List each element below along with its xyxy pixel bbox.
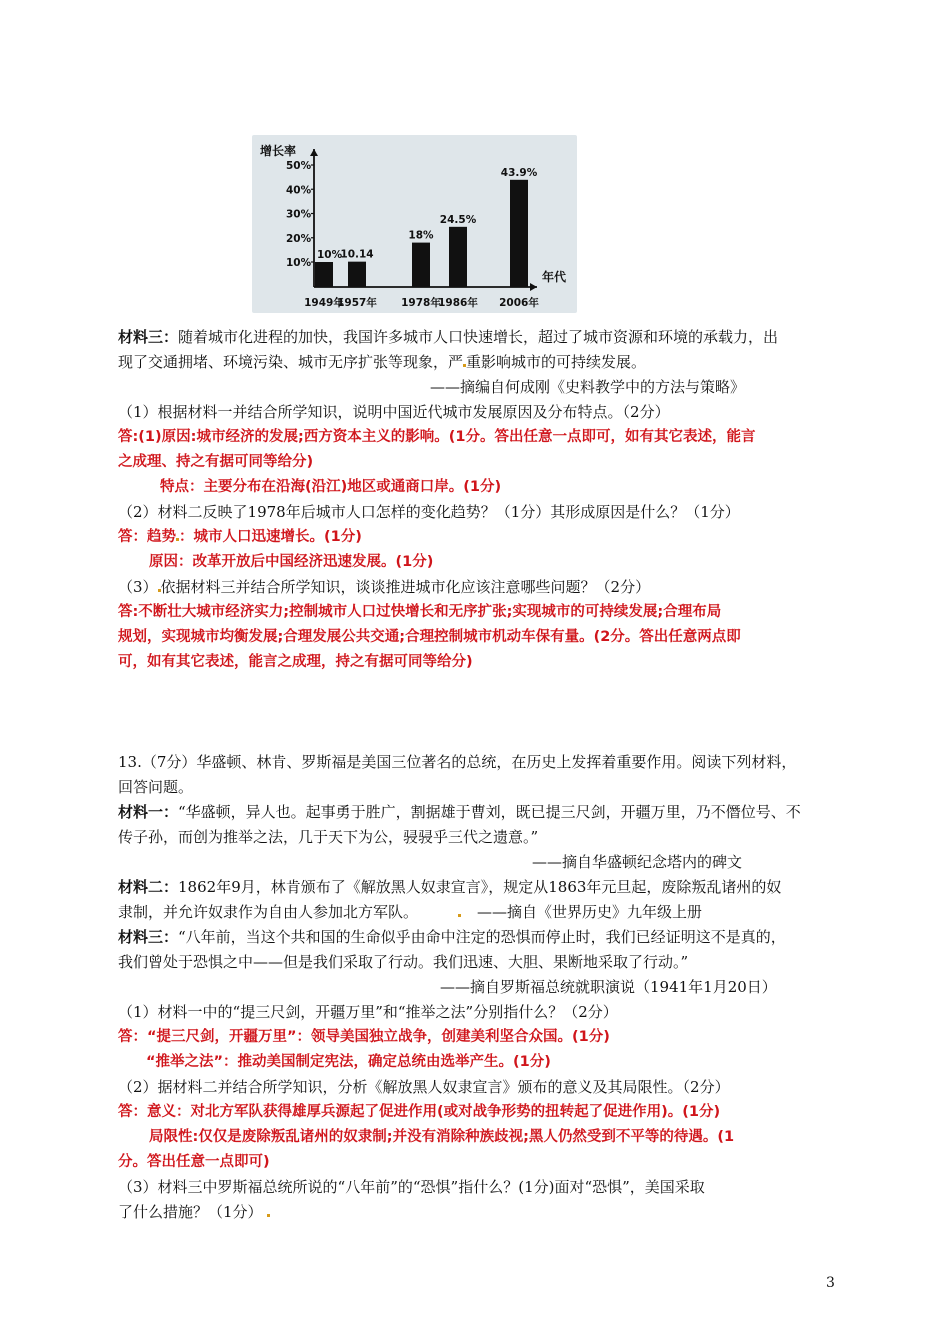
- question-3: [118, 577, 650, 597]
- material-3b-text: “八年前，当这个共和国的生命似乎由命中注定的恐惧而停止时，我们已经证明这不是真的，: [178, 928, 786, 946]
- question-3-number: （3）: [118, 578, 158, 596]
- bar-value-label: 43.9%: [500, 166, 538, 179]
- answer-1-line-2: 之成理、持之有据可同等给分): [118, 454, 314, 470]
- chart-canvas: [252, 135, 577, 313]
- material-1-line-1: [118, 802, 801, 822]
- answer-1-line-1: 答:(1)原因:城市经济的发展;西方资本主义的影响。(1分。答出任意一点即可，如有其它表述，能言: [118, 429, 756, 445]
- x-tick-label: 2006年: [499, 297, 539, 309]
- material-1-text: “华盛顿，异人也。起事勇于胜广，割据雄于曹刘，既已提三尺剑，开疆万里，乃不僭位号、不: [178, 803, 801, 821]
- x-tick-label: 1949年: [304, 297, 344, 309]
- material-3-line-1: [118, 327, 778, 347]
- part-2-answer-2: 局限性:仅仅是废除叛乱诸州的奴隶制;并没有消除种族歧视;黑人仍然受到不平等的待遇。(1: [149, 1129, 735, 1145]
- stray-dot-mark: [267, 1214, 270, 1217]
- answer-3-line-3: 可，如有其它表述，能言之成理，持之有据可同等给分): [118, 654, 473, 670]
- stray-dot-mark: [458, 914, 461, 917]
- part-2-answer-1: 答：意义：对北方军队获得雄厚兵源起了促进作用(或对战争形势的扭转起了促进作用)。(1分): [118, 1104, 721, 1120]
- part-2-question: （2）据材料二并结合所学知识，分析《解放黑人奴隶宣言》颁布的意义及其局限性。（2分）: [118, 1078, 730, 1096]
- x-tick-label: 1978年: [401, 297, 441, 309]
- y-tick-label: 20%: [286, 232, 312, 245]
- part-3-question-2: [118, 1202, 270, 1222]
- x-axis-arrow: [530, 283, 537, 291]
- question-2: （2）材料二反映了1978年后城市人口怎样的变化趋势？（1分）其形成原因是什么？（1分）: [118, 503, 740, 521]
- answer-2-line-1: [118, 527, 362, 547]
- bar-1949年: [315, 262, 333, 287]
- question-13-intro-2: 回答问题。: [118, 778, 194, 796]
- material-3-text: 随着城市化进程的加快，我国许多城市人口快速增长，超过了城市资源和环境的承载力，出: [178, 328, 779, 346]
- y-axis-arrow: [310, 149, 318, 156]
- material-3-source: ——摘编自何成刚《史料教学中的方法与策略》: [430, 378, 746, 396]
- page-number: 3: [826, 1275, 835, 1291]
- x-tick-label: 1986年: [438, 297, 478, 309]
- material-2-text-2: 隶制，并允许奴隶作为自由人参加北方军队。: [118, 903, 419, 921]
- answer-3-line-2: 规划，实现城市均衡发展;合理发展公共交通;合理控制城市机动车保有量。(2分。答出任意两点即: [118, 629, 741, 645]
- answer-2-line-2: 原因：改革开放后中国经济迅速发展。(1分): [149, 554, 434, 570]
- bar-value-label: 24.5%: [439, 213, 477, 226]
- question-13-intro-1: 13.（7分）华盛顿、林肯、罗斯福是美国三位著名的总统，在历史上发挥着重要作用。阅读下列材料，: [118, 753, 797, 771]
- bar-1957年: [348, 262, 366, 287]
- material-1-label: 材料一：: [118, 803, 179, 821]
- material-2-label: 材料二：: [118, 878, 179, 896]
- y-tick-label: 10%: [286, 257, 312, 269]
- material-3b-label: 材料三：: [118, 928, 179, 946]
- question-1: （1）根据材料一并结合所学知识，说明中国近代城市发展原因及分布特点。（2分）: [118, 403, 670, 421]
- answer-3-line-1: 答:不断壮大城市经济实力;控制城市人口过快增长和无序扩张;实现城市的可持续发展;合理布局: [118, 604, 722, 620]
- y-tick-label: 40%: [286, 184, 312, 197]
- material-2-source: ——摘自《世界历史》九年级上册: [477, 903, 703, 921]
- y-tick-label: 30%: [286, 208, 312, 221]
- material-3-text-2a: 现了交通拥堵、环境污染、城市无序扩张等现象，严: [118, 353, 464, 371]
- part-1-answer-2: “推举之法”：推动美国制定宪法，确定总统由选举产生。(1分): [146, 1054, 551, 1070]
- material-3-text-2b: 重影响城市的可持续发展。: [466, 353, 647, 371]
- x-axis-label: 年代: [542, 270, 567, 284]
- answer-1-line-3: 特点：主要分布在沿海(沿江)地区或通商口岸。(1分): [160, 479, 502, 495]
- part-1-question: （1）材料一中的“提三尺剑，开疆万里”和“推举之法”分别指什么？（2分）: [118, 1003, 618, 1021]
- part-3-question-1: （3）材料三中罗斯福总统所说的“八年前”的“恐惧”指什么？(1分)面对“恐惧”，美国采取: [118, 1178, 705, 1196]
- growth-rate-bar-chart: [252, 135, 577, 313]
- question-3-text: 依据材料三并结合所学知识，谈谈推进城市化应该注意哪些问题？（2分）: [160, 578, 651, 596]
- bar-value-label: 18%: [408, 229, 434, 242]
- bar-value-label: 10.14: [340, 248, 374, 261]
- bar-1986年: [449, 227, 467, 287]
- material-3b-line-2: 我们曾处于恐惧之中——但是我们采取了行动。我们迅速、大胆、果断地采取了行动。”: [118, 953, 689, 971]
- answer-2-part-a: 答：趋势: [118, 529, 176, 545]
- material-2-text: 1862年9月，林肯颁布了《解放黑人奴隶宣言》，规定从1863年元旦起，废除叛乱诸州的奴: [178, 878, 782, 896]
- y-tick-label: 50%: [286, 160, 312, 172]
- part-2-answer-3: 分。答出任意一点即可): [118, 1154, 270, 1170]
- material-3-label: 材料三：: [118, 328, 179, 346]
- material-2-line-1: [118, 877, 781, 897]
- material-3b-source: ——摘自罗斯福总统就职演说（1941年1月20日）: [440, 978, 777, 996]
- x-tick-label: 1957年: [337, 297, 377, 309]
- material-1-line-2: 传子孙，而创为推举之法，几于天下为公，骎骎乎三代之遗意。”: [118, 828, 539, 846]
- bar-2006年: [510, 180, 528, 287]
- part-3-question-text: 了什么措施？（1分）: [118, 1203, 263, 1221]
- bar-1978年: [412, 243, 430, 287]
- material-1-source: ——摘自华盛顿纪念塔内的碑文: [532, 853, 743, 871]
- part-1-answer-1: 答：“提三尺剑，开疆万里”：领导美国独立战争，创建美利坚合众国。(1分): [118, 1029, 610, 1045]
- answer-2-part-b: ：城市人口迅速增长。(1分): [179, 529, 362, 545]
- material-2-line-2: [118, 902, 702, 922]
- y-axis-label: 增长率: [260, 144, 297, 158]
- bar-value-label: 10%: [317, 249, 343, 261]
- material-3-line-2: [118, 352, 646, 372]
- material-3b-line-1: [118, 927, 786, 947]
